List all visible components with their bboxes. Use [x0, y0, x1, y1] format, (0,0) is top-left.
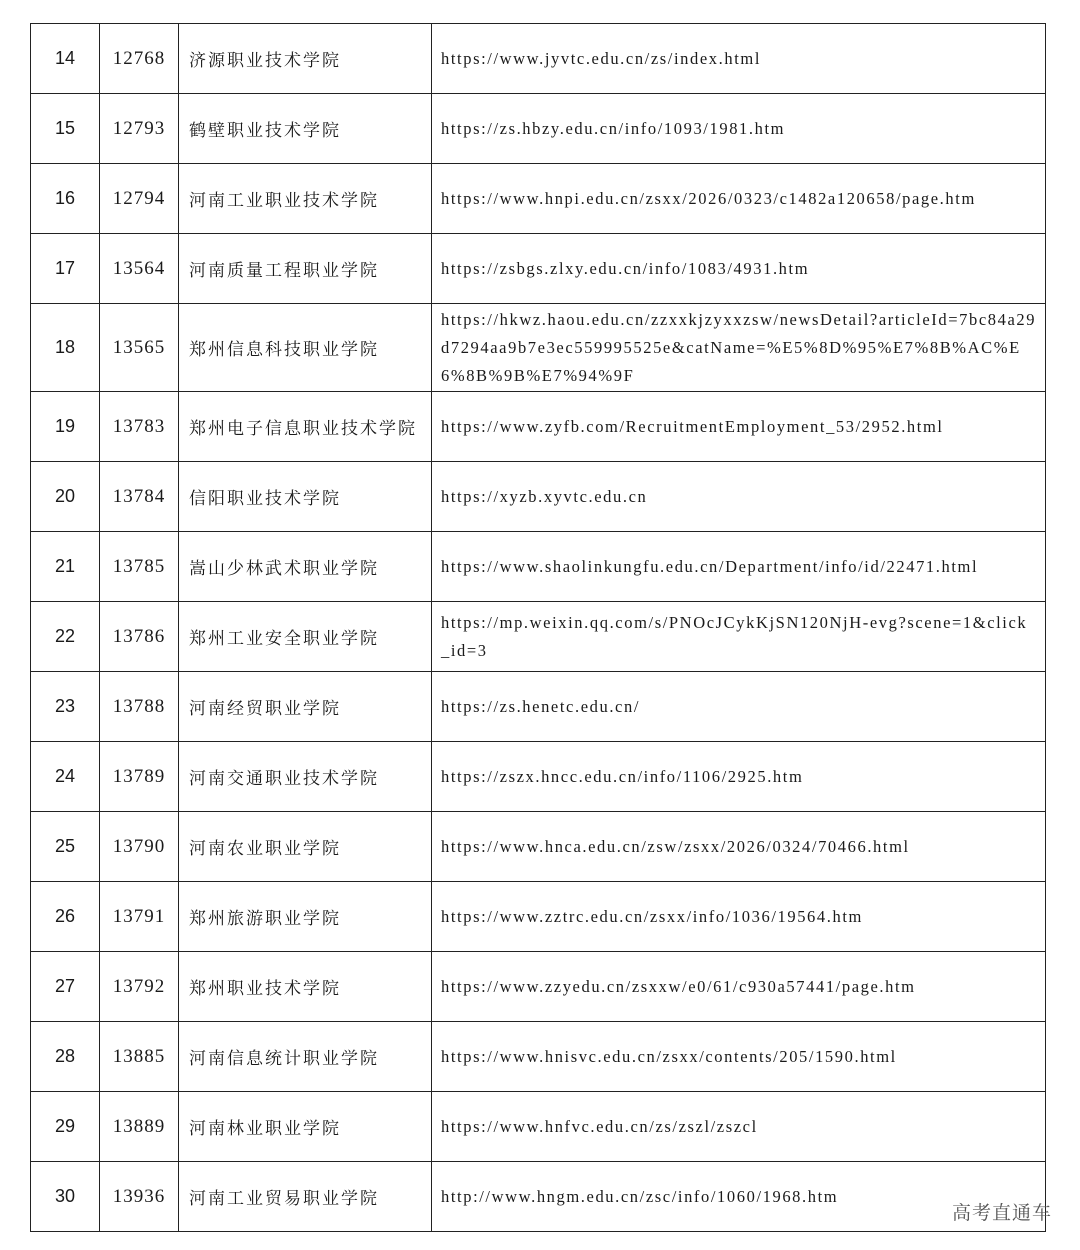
row-number-cell: 27 [31, 952, 100, 1022]
row-number-cell: 17 [31, 234, 100, 304]
row-number-cell: 16 [31, 164, 100, 234]
admission-url-link[interactable]: https://www.hnisvc.edu.cn/zsxx/contents/205/1590.html [432, 1022, 1046, 1092]
admission-url-link[interactable]: https://mp.weixin.qq.com/s/PNOcJCykKjSN120NjH-evg?scene=1&click_id=3 [432, 602, 1046, 672]
college-name-cell: 鹤壁职业技术学院 [179, 94, 432, 164]
admission-url-link[interactable]: https://zs.hbzy.edu.cn/info/1093/1981.htm [432, 94, 1046, 164]
row-number-cell: 21 [31, 532, 100, 602]
admission-url-link[interactable]: https://www.zztrc.edu.cn/zsxx/info/1036/19564.htm [432, 882, 1046, 952]
table-row [31, 1162, 1046, 1232]
table-row [31, 812, 1046, 882]
table-row [31, 392, 1046, 462]
college-code-cell: 13885 [100, 1022, 179, 1092]
college-code-cell: 13889 [100, 1092, 179, 1162]
row-number-cell: 19 [31, 392, 100, 462]
college-name-cell: 河南信息统计职业学院 [179, 1022, 432, 1092]
table-row [31, 234, 1046, 304]
admission-url-link[interactable]: https://www.hnpi.edu.cn/zsxx/2026/0323/c1482a120658/page.htm [432, 164, 1046, 234]
college-code-cell: 13791 [100, 882, 179, 952]
college-code-cell: 12793 [100, 94, 179, 164]
row-number-cell: 25 [31, 812, 100, 882]
college-name-cell: 济源职业技术学院 [179, 24, 432, 94]
college-code-cell: 12768 [100, 24, 179, 94]
admission-url-link[interactable]: https://zs.henetc.edu.cn/ [432, 672, 1046, 742]
row-number-cell: 23 [31, 672, 100, 742]
table-row [31, 672, 1046, 742]
admission-url-link[interactable]: https://www.shaolinkungfu.edu.cn/Department/info/id/22471.html [432, 532, 1046, 602]
row-number-cell: 26 [31, 882, 100, 952]
row-number-cell: 29 [31, 1092, 100, 1162]
table-row [31, 24, 1046, 94]
table-row [31, 882, 1046, 952]
college-code-cell: 13789 [100, 742, 179, 812]
row-number-cell: 30 [31, 1162, 100, 1232]
college-code-cell: 13936 [100, 1162, 179, 1232]
admission-url-link[interactable]: https://www.zyfb.com/RecruitmentEmployment_53/2952.html [432, 392, 1046, 462]
college-name-cell: 河南交通职业技术学院 [179, 742, 432, 812]
college-name-cell: 郑州电子信息职业技术学院 [179, 392, 432, 462]
admission-url-link[interactable]: https://www.hnca.edu.cn/zsw/zsxx/2026/0324/70466.html [432, 812, 1046, 882]
row-number-cell: 20 [31, 462, 100, 532]
college-name-cell: 河南经贸职业学院 [179, 672, 432, 742]
row-number-cell: 22 [31, 602, 100, 672]
college-name-cell: 郑州旅游职业学院 [179, 882, 432, 952]
college-code-cell: 12794 [100, 164, 179, 234]
college-code-cell: 13564 [100, 234, 179, 304]
admission-url-link[interactable]: https://zsbgs.zlxy.edu.cn/info/1083/4931.htm [432, 234, 1046, 304]
college-code-cell: 13788 [100, 672, 179, 742]
table-row [31, 602, 1046, 672]
row-number-cell: 15 [31, 94, 100, 164]
admission-url-link[interactable]: https://www.hnfvc.edu.cn/zs/zszl/zszcl [432, 1092, 1046, 1162]
college-code-cell: 13792 [100, 952, 179, 1022]
row-number-cell: 28 [31, 1022, 100, 1092]
watermark-label: 高考直通车 [951, 1202, 1052, 1224]
college-name-cell: 河南质量工程职业学院 [179, 234, 432, 304]
college-name-cell: 河南工业贸易职业学院 [179, 1162, 432, 1232]
table-row [31, 952, 1046, 1022]
college-list-body [31, 24, 1046, 1232]
table-row [31, 1022, 1046, 1092]
admission-url-link[interactable]: https://zszx.hncc.edu.cn/info/1106/2925.htm [432, 742, 1046, 812]
table-row [31, 1092, 1046, 1162]
college-name-cell: 嵩山少林武术职业学院 [179, 532, 432, 602]
college-name-cell: 河南林业职业学院 [179, 1092, 432, 1162]
admission-url-link[interactable]: https://www.jyvtc.edu.cn/zs/index.html [432, 24, 1046, 94]
row-number-cell: 24 [31, 742, 100, 812]
table-row [31, 304, 1046, 392]
college-code-cell: 13565 [100, 304, 179, 392]
table-row [31, 742, 1046, 812]
admission-url-link[interactable]: https://www.zzyedu.cn/zsxxw/e0/61/c930a57441/page.htm [432, 952, 1046, 1022]
college-name-cell: 郑州工业安全职业学院 [179, 602, 432, 672]
college-code-cell: 13790 [100, 812, 179, 882]
row-number-cell: 14 [31, 24, 100, 94]
row-number-cell: 18 [31, 304, 100, 392]
college-code-cell: 13784 [100, 462, 179, 532]
college-name-cell: 河南工业职业技术学院 [179, 164, 432, 234]
college-list-table [30, 23, 1046, 1232]
table-row [31, 164, 1046, 234]
college-name-cell: 郑州信息科技职业学院 [179, 304, 432, 392]
college-name-cell: 河南农业职业学院 [179, 812, 432, 882]
college-name-cell: 信阳职业技术学院 [179, 462, 432, 532]
college-name-cell: 郑州职业技术学院 [179, 952, 432, 1022]
table-row [31, 94, 1046, 164]
admission-url-link[interactable]: https://xyzb.xyvtc.edu.cn [432, 462, 1046, 532]
college-code-cell: 13786 [100, 602, 179, 672]
admission-url-link[interactable]: http://www.hngm.edu.cn/zsc/info/1060/1968.htm [432, 1162, 1046, 1232]
admission-url-link[interactable]: https://hkwz.haou.edu.cn/zzxxkjzyxxzsw/newsDetail?articleId=7bc84a29d7294aa9b7e3ec559995525e&catName=%E5%8D%95%E7%8B%AC%E6%8B%9B%E7%94%9F [432, 304, 1046, 392]
table-row [31, 532, 1046, 602]
college-code-cell: 13785 [100, 532, 179, 602]
college-code-cell: 13783 [100, 392, 179, 462]
table-row [31, 462, 1046, 532]
